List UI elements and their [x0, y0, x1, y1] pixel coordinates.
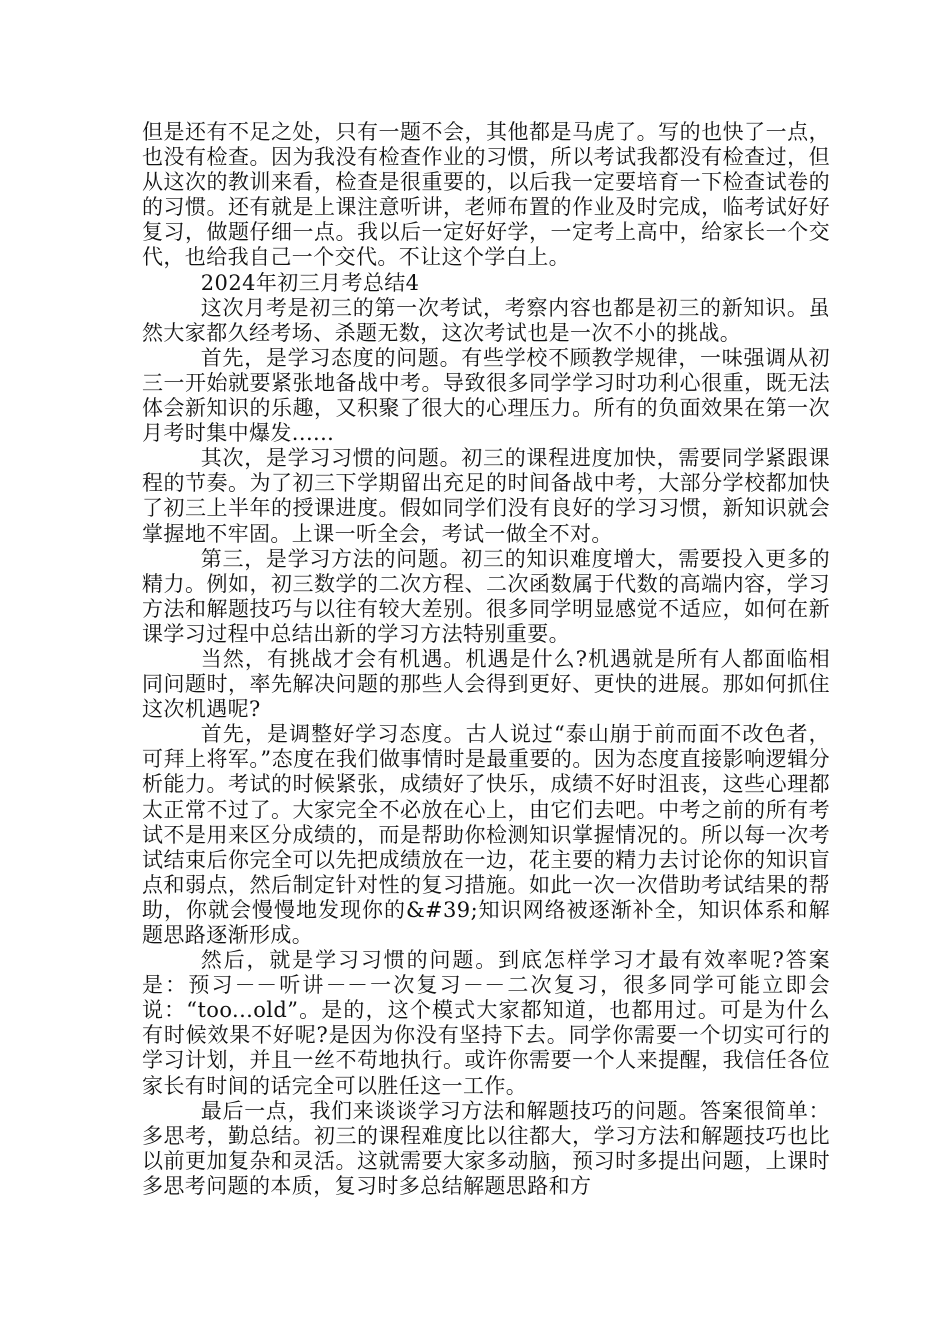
paragraph: 第三，是学习方法的问题。初三的知识难度增大，需要投入更多的精力。例如，初三数学的二次方程、二次函数属于代数的高端内容，学习方法和解题技巧与以往有较大差别。很多同学明显感觉不适应，如何在新课学习过程中总结出新的学习方法特别重要。 [142, 546, 830, 646]
section-heading: 2024年初三月考总结4 [200, 270, 420, 295]
paragraph: 这次月考是初三的第一次考试，考察内容也都是初三的新知识。虽然大家都久经考场、杀题无数，这次考试也是一次不小的挑战。 [142, 295, 830, 345]
paragraph: 然后，就是学习习惯的问题。到底怎样学习才最有效率呢?答案是：预习－－听讲－－一次复习－－二次复习，很多同学可能立即会说：“too...old”。是的，这个模式大家都知道，也都用过。可是为什么有时候效果不好呢?是因为你没有坚持下去。同学你需要一个切实可行的学习计划，并且一丝不苟地执行。或许你需要一个人来提醒，我信任各位家长有时间的话完全可以胜任这一工作。 [142, 948, 830, 1098]
paragraph-continuation: 但是还有不足之处，只有一题不会，其他都是马虎了。写的也快了一点，也没有检查。因为我没有检查作业的习惯，所以考试我都没有检查过，但从这次的教训来看，检查是很重要的，以后我一定要培育一下检查试卷的的习惯。还有就是上课注意听讲，老师布置的作业及时完成，临考试好好复习，做题仔细一点。我以后一定好好学，一定考上高中，给家长一个交代，也给我自己一个交代。不让这个学白上。 [142, 120, 830, 270]
paragraph: 最后一点，我们来谈谈学习方法和解题技巧的问题。答案很简单：多思考，勤总结。初三的课程难度比以往都大，学习方法和解题技巧也比以前更加复杂和灵活。这就需要大家多动脑，预习时多提出问题，上课时多思考问题的本质，复习时多总结解题思路和方 [142, 1098, 830, 1198]
paragraph: 首先，是调整好学习态度。古人说过“泰山崩于前而面不改色者，可拜上将军。”态度在我们做事情时是最重要的。因为态度直接影响逻辑分析能力。考试的时候紧张，成绩好了快乐，成绩不好时沮丧，这些心理都太正常不过了。大家完全不必放在心上，由它们去吧。中考之前的所有考试不是用来区分成绩的，而是帮助你检测知识掌握情况的。所以每一次考试结束后你完全可以先把成绩放在一边，花主要的精力去讨论你的知识盲点和弱点，然后制定针对性的复习措施。如此一次一次借助考试结果的帮助，你就会慢慢地发现你的&#39;知识网络被逐渐补全，知识体系和解题思路逐渐形成。 [142, 722, 830, 947]
document-body [142, 120, 830, 1199]
paragraph: 首先，是学习态度的问题。有些学校不顾教学规律，一味强调从初三一开始就要紧张地备战中考。导致很多同学学习时功利心很重，既无法体会新知识的乐趣，又积聚了很大的心理压力。所有的负面效果在第一次月考时集中爆发...... [142, 345, 830, 446]
paragraph: 其次，是学习习惯的问题。初三的课程进度加快，需要同学紧跟课程的节奏。为了初三下学期留出充足的时间备战中考，大部分学校都加快了初三上半年的授课进度。假如同学们没有良好的学习习惯，新知识就会掌握地不牢固。上课一听全会，考试一做全不对。 [142, 446, 830, 546]
paragraph: 当然，有挑战才会有机遇。机遇是什么?机遇就是所有人都面临相同问题时，率先解决问题的那些人会得到更好、更快的进展。那如何抓住这次机遇呢? [142, 646, 830, 722]
